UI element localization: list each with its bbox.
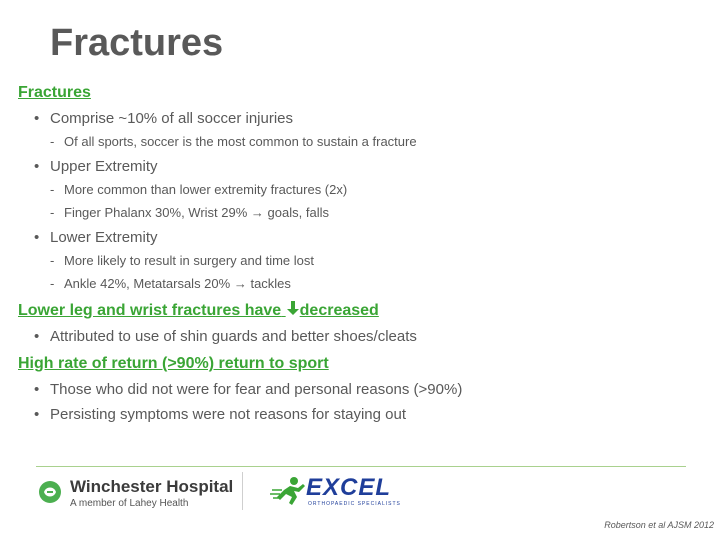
slide-title: Fractures bbox=[50, 22, 224, 64]
sub-bullet-text: goals, falls bbox=[267, 205, 329, 220]
sub-bullet-text: Finger Phalanx 30%, Wrist 29% bbox=[64, 205, 248, 220]
section-heading-decreased bbox=[18, 300, 708, 322]
down-arrow-icon bbox=[286, 300, 300, 322]
excel-name: EXCEL bbox=[306, 474, 392, 501]
sub-bullet: - More likely to result in surgery and time lost bbox=[18, 250, 708, 271]
excel-logo bbox=[270, 474, 400, 510]
sub-bullet-text: tackles bbox=[250, 276, 291, 291]
footer-divider bbox=[36, 466, 686, 467]
bullet: • Comprise ~10% of all soccer injuries bbox=[18, 108, 708, 129]
section-heading-fractures: Fractures bbox=[18, 84, 91, 101]
section-heading-return: High rate of return (>90%) return to sport bbox=[18, 355, 329, 372]
bullet: • Attributed to use of shin guards and better shoes/cleats bbox=[18, 326, 708, 347]
right-arrow-icon: → bbox=[233, 276, 247, 291]
bullet: • Those who did not were for fear and personal reasons (>90%) bbox=[18, 379, 708, 400]
winchester-leaf-icon bbox=[38, 480, 62, 504]
winchester-subtitle: A member of Lahey Health bbox=[70, 498, 189, 509]
citation: Robertson et al AJSM 2012 bbox=[604, 520, 714, 530]
winchester-name: Winchester Hospital bbox=[70, 477, 234, 496]
sub-bullet bbox=[18, 202, 708, 223]
sub-bullet: - Of all sports, soccer is the most common to sustain a fracture bbox=[18, 131, 708, 152]
section-heading-suffix: decreased bbox=[299, 302, 379, 319]
sub-bullet-text: Ankle 42%, Metatarsals 20% bbox=[64, 276, 231, 291]
right-arrow-icon: → bbox=[250, 205, 264, 220]
winchester-hospital-logo bbox=[36, 474, 236, 512]
sub-bullet bbox=[18, 273, 708, 294]
bullet: • Lower Extremity bbox=[18, 227, 708, 248]
logo-separator bbox=[242, 472, 243, 510]
footer-logos bbox=[36, 472, 416, 512]
runner-icon bbox=[270, 476, 310, 506]
sub-bullet: - More common than lower extremity fractures (2x) bbox=[18, 179, 708, 200]
slide-content bbox=[18, 82, 708, 425]
section-heading-text: Lower leg and wrist fractures have bbox=[18, 302, 282, 319]
excel-subtitle: ORTHOPAEDIC SPECIALISTS bbox=[308, 501, 401, 507]
bullet: • Upper Extremity bbox=[18, 156, 708, 177]
bullet: • Persisting symptoms were not reasons for staying out bbox=[18, 404, 708, 425]
